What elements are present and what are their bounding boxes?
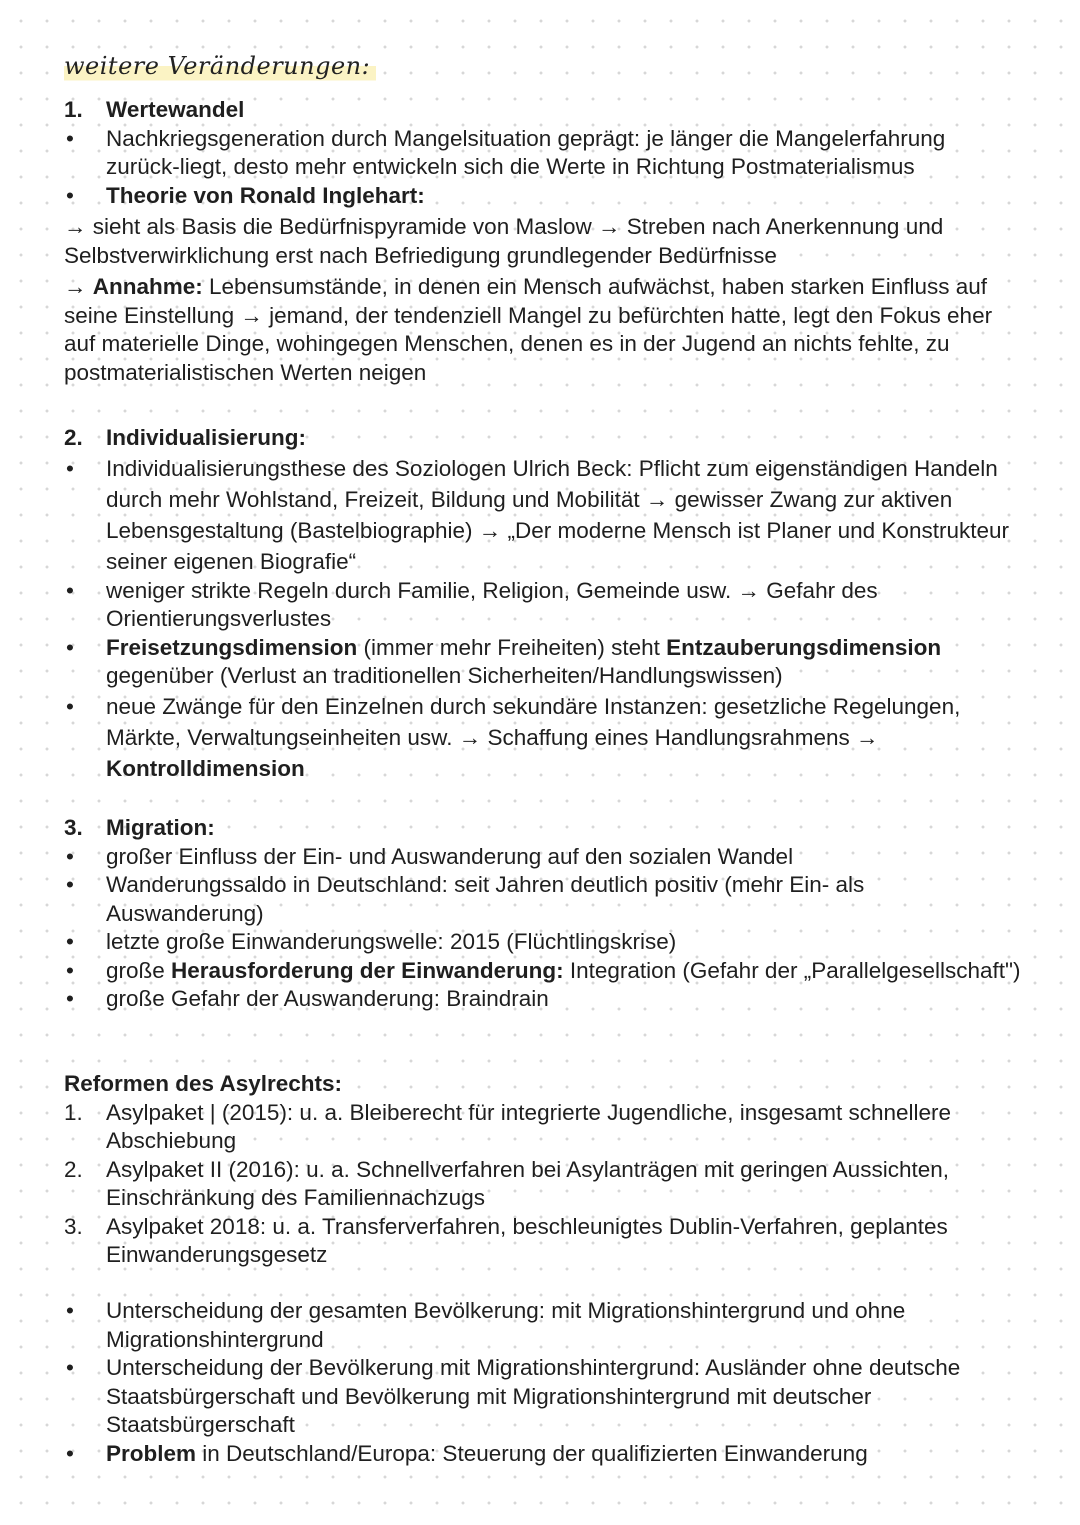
list-item [64, 1099, 1024, 1156]
bold-term: Annahme: [92, 274, 203, 299]
section-wertewandel [64, 96, 1024, 387]
list-item-text: Individualisierungsthese des Soziologen Ulrich Beck: Pflicht zum eigenständigen Handeln durch mehr Wohlstand, Freizeit, Bildung und Mobilität → gewisser Zwang zur aktiven Lebensgestaltung (Bastelbiographie) → „Der moderne Mensch ist Planer und Konstrukteur seiner eigenen Biografie“ [106, 455, 1009, 574]
text-run: Integration (Gefahr der „Parallelgesellschaft") [563, 957, 1021, 983]
list-item [64, 843, 1024, 872]
list-item [64, 577, 1024, 634]
list-item-text: große Gefahr der Auswanderung: Braindrain [106, 986, 549, 1011]
bullet-point: • [66, 957, 74, 983]
section-asylrecht [64, 1070, 1024, 1270]
text-run: in Deutschland/Europa: Steuerung der qualifizierten Einwanderung [196, 1440, 868, 1466]
list-item [64, 453, 1024, 577]
section-number: 2. [64, 425, 83, 450]
arrow-prefix: → [64, 274, 93, 299]
section-title: Migration: [106, 815, 215, 840]
bullet-point: • [66, 1440, 74, 1466]
bullet-point: • [66, 1298, 74, 1323]
bold-term: Kontrolldimension [106, 755, 305, 781]
list-item [64, 1213, 1024, 1270]
section-number: 3. [64, 815, 83, 840]
list-item-text [106, 634, 1024, 691]
list-item-text: weniger strikte Regeln durch Familie, Religion, Gemeinde usw. → Gefahr des Orientierungsverlustes [106, 577, 878, 631]
bullet-point: • [66, 577, 74, 603]
section-title: Wertewandel [106, 97, 245, 122]
section-number: 1. [64, 97, 83, 122]
text-run: neue Zwänge für den Einzelnen durch sekundäre Instanzen: gesetzliche Regelungen, Märkte, Verwaltungseinheiten usw. → Schaffung eines Handlungsrahmens → [106, 693, 961, 750]
section-heading [64, 96, 1024, 125]
paragraph [64, 273, 1024, 387]
list-item-text: Asylpaket | (2015): u. a. Bleiberecht für integrierte Jugendliche, insgesamt schnellere Abschiebung [106, 1099, 952, 1153]
paragraph-text: Lebensumstände, in denen ein Mensch aufwächst, haben starken Einfluss auf seine Einstellung → jemand, der tendenziell Mangel zu befürchten hatte, legt den Fokus eher auf materielle Dinge, wohingegen Menschen, denen es in der Jugend an nichts fehlte, zu postmaterialistischen Werten neigen [64, 274, 993, 385]
list-item [64, 691, 1024, 784]
section-bevoelkerung [64, 1297, 1024, 1468]
bullet-point: • [66, 872, 74, 897]
section-heading [64, 814, 1024, 843]
text-run: große [106, 957, 172, 983]
paragraph: → sieht als Basis die Bedürfnispyramide von Maslow → Streben nach Anerkennung und Selbstverwirklichung erst nach Befriedigung grundlegender Bedürfnisse [64, 214, 944, 268]
list-item [64, 957, 1024, 986]
list-item-text: letzte große Einwanderungswelle: 2015 (Flüchtlingskrise) [106, 929, 677, 954]
list-item-text [106, 691, 1024, 784]
list-item-text: Wanderungssaldo in Deutschland: seit Jahren deutlich positiv (mehr Ein- als Auswanderung) [106, 872, 865, 926]
page-title: weitere Veränderungen: [64, 52, 376, 83]
item-number: 1. [64, 1099, 83, 1125]
list-item [64, 1354, 1024, 1440]
list-item-text: großer Einfluss der Ein- und Auswanderung auf den sozialen Wandel [106, 843, 794, 869]
section-migration [64, 814, 1024, 1014]
list-item [64, 634, 1024, 691]
list-item-text: Asylpaket 2018: u. a. Transferverfahren, beschleunigtes Dublin-Verfahren, geplantes Einwanderungsgesetz [106, 1213, 948, 1267]
item-number: 2. [64, 1156, 83, 1182]
text-run: (immer mehr Freiheiten) steht [357, 634, 667, 660]
bold-term: Entzauberungsdimension [666, 634, 942, 660]
bold-term: Herausforderung der Einwanderung: [171, 957, 564, 983]
bullet-point: • [66, 125, 74, 151]
bullet-point: • [66, 634, 74, 660]
list-item [64, 1297, 1024, 1354]
section-individualisierung [64, 424, 1024, 784]
list-item-text [106, 957, 1024, 986]
text-run: gegenüber (Verlust an traditionellen Sicherheiten/Handlungswissen) [106, 663, 783, 688]
list-item-text [106, 1440, 1024, 1469]
list-item-text: Nachkriegsgeneration durch Mangelsituation geprägt: je länger die Mangelerfahrung zurück-liegt, desto mehr entwickeln sich die Werte in Richtung Postmaterialismus [106, 125, 946, 179]
list-item [64, 1156, 1024, 1213]
list-item-text: Unterscheidung der Bevölkerung mit Migrationshintergrund: Ausländer ohne deutsche Staatsbürgerschaft und Bevölkerung mit Migrationshintergrund mit deutscher Staatsbürgerschaft [106, 1355, 961, 1437]
bullet-point: • [66, 843, 74, 869]
bullet-point: • [66, 182, 74, 208]
list-item-text: Theorie von Ronald Inglehart: [106, 182, 425, 208]
item-number: 3. [64, 1213, 83, 1239]
bold-term: Freisetzungsdimension [106, 634, 358, 660]
bullet-point: • [66, 929, 74, 954]
bullet-point: • [66, 986, 74, 1011]
bullet-point: • [66, 693, 74, 719]
list-item [64, 871, 1024, 928]
section-title: Reformen des Asylrechts: [64, 1071, 343, 1096]
list-item-text: Unterscheidung der gesamten Bevölkerung: mit Migrationshintergrund und ohne Migrationshintergrund [106, 1298, 906, 1352]
section-heading [64, 424, 1024, 453]
list-item [64, 125, 1024, 182]
bullet-point: • [66, 1355, 74, 1380]
bullet-point: • [66, 455, 74, 481]
section-title: Individualisierung: [106, 425, 307, 450]
list-item [64, 985, 1024, 1014]
list-item [64, 928, 1024, 957]
list-item [64, 1440, 1024, 1469]
list-item [64, 182, 1024, 211]
bold-term: Problem [106, 1440, 197, 1466]
list-item-text: Asylpaket II (2016): u. a. Schnellverfahren bei Asylanträgen mit geringen Aussichten, Einschränkung des Familiennachzugs [106, 1156, 949, 1210]
